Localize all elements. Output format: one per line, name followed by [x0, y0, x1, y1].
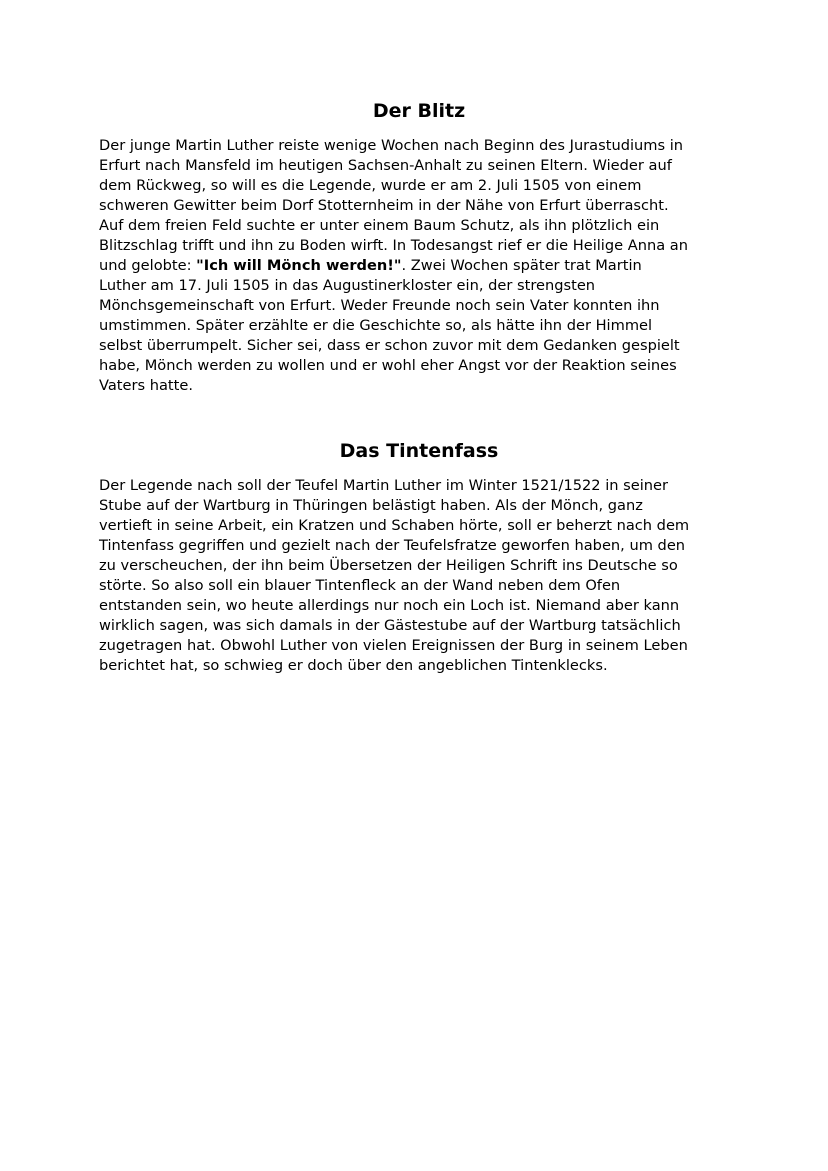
- text-line: entstanden sein, wo heute allerdings nur noch ein Loch ist. Niemand aber kann: [99, 597, 680, 614]
- text-line: selbst überrumpelt. Sicher sei, dass er schon zuvor mit dem Gedanken gespielt: [99, 337, 680, 354]
- section-heading: Das Tintenfass: [339, 440, 499, 462]
- text-run: und gelobte:: [99, 257, 197, 274]
- section-das-tintenfass: [99, 438, 739, 676]
- text-line: berichtet hat, so schwieg er doch über den angeblichen Tintenklecks.: [99, 657, 608, 674]
- section-paragraph: [99, 136, 739, 396]
- text-line: wirklich sagen, was sich damals in der Gästestube auf der Wartburg tatsächlich: [99, 617, 681, 634]
- text-line: Der junge Martin Luther reiste wenige Wochen nach Beginn des Jurastudiums in: [99, 137, 684, 154]
- text-line: Der Legende nach soll der Teufel Martin Luther im Winter 1521/1522 in seiner: [99, 477, 669, 494]
- section-der-blitz: [99, 98, 739, 396]
- text-line: Vaters hatte.: [99, 377, 193, 394]
- text-line: umstimmen. Später erzählte er die Geschichte so, als hätte ihn der Himmel: [99, 317, 653, 334]
- text-line: Luther am 17. Juli 1505 in das Augustinerkloster ein, der strengsten: [99, 277, 596, 294]
- text-line: dem Rückweg, so will es die Legende, wurde er am 2. Juli 1505 von einem: [99, 177, 642, 194]
- text-line: zu verscheuchen, der ihn beim Übersetzen der Heiligen Schrift ins Deutsche so: [99, 557, 678, 574]
- bold-quote: "Ich will Mönch werden!": [196, 257, 402, 274]
- text-line: Blitzschlag trifft und ihn zu Boden wirft. In Todesangst rief er die Heilige Anna an: [99, 237, 688, 254]
- text-line: Mönchsgemeinschaft von Erfurt. Weder Freunde noch sein Vater konnten ihn: [99, 297, 660, 314]
- text-line: vertieft in seine Arbeit, ein Kratzen und Schaben hörte, soll er beherzt nach dem: [99, 517, 690, 534]
- text-line: Auf dem freien Feld suchte er unter einem Baum Schutz, als ihn plötzlich ein: [99, 217, 660, 234]
- text-line: Tintenfass gegriffen und gezielt nach der Teufelsfratze geworfen haben, um den: [99, 537, 686, 554]
- text-run: . Zwei Wochen später trat Martin: [401, 257, 642, 274]
- section-paragraph: [99, 476, 739, 676]
- text-line: Erfurt nach Mansfeld im heutigen Sachsen-Anhalt zu seinen Eltern. Wieder auf: [99, 157, 672, 174]
- section-heading: Der Blitz: [372, 100, 466, 122]
- text-line: zugetragen hat. Obwohl Luther von vielen Ereignissen der Burg in seinem Leben: [99, 637, 688, 654]
- text-line: störte. So also soll ein blauer Tintenfleck an der Wand neben dem Ofen: [99, 577, 621, 594]
- text-line: [99, 256, 739, 276]
- text-line: schweren Gewitter beim Dorf Stotternheim in der Nähe von Erfurt überrascht.: [99, 197, 669, 214]
- text-line: habe, Mönch werden zu wollen und er wohl eher Angst vor der Reaktion seines: [99, 357, 677, 374]
- text-line: Stube auf der Wartburg in Thüringen belästigt haben. Als der Mönch, ganz: [99, 497, 643, 514]
